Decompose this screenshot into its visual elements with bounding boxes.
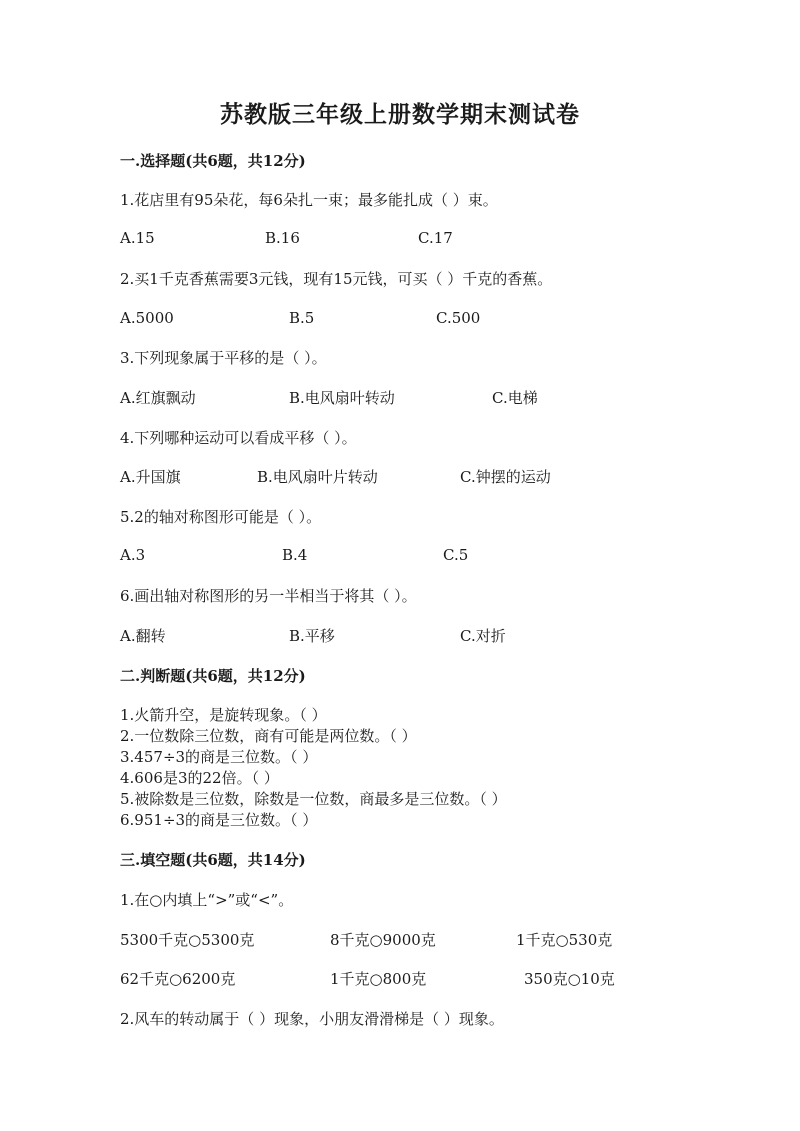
option-b: B.4 xyxy=(282,546,308,564)
compare-item: 8千克○9000克 xyxy=(330,931,436,949)
section-heading-choice: 一.选择题(共6题，共12分) xyxy=(120,152,306,170)
option-c: C.钟摆的运动 xyxy=(460,468,551,486)
compare-item: 1千克○530克 xyxy=(516,931,613,949)
option-b: B.电风扇叶转动 xyxy=(289,389,395,407)
judge-item-3: 3.457÷3的商是三位数。（ ） xyxy=(120,748,318,766)
question-4: 4.下列哪种运动可以看成平移（ ）。 xyxy=(120,429,357,447)
option-b: B.平移 xyxy=(289,627,335,645)
compare-item: 5300千克○5300克 xyxy=(120,931,255,949)
compare-item: 1千克○800克 xyxy=(330,970,427,988)
question-5: 5.2的轴对称图形可能是（ ）。 xyxy=(120,508,322,526)
option-c: C.对折 xyxy=(460,627,506,645)
fill-question-1: 1.在○内填上“>”或“<”。 xyxy=(120,891,294,909)
option-c: C.500 xyxy=(436,309,481,327)
fill-question-2: 2.风车的转动属于（ ）现象，小朋友滑滑梯是（ ）现象。 xyxy=(120,1010,504,1028)
compare-item: 62千克○6200克 xyxy=(120,970,236,988)
option-b: B.5 xyxy=(289,309,315,327)
option-a: A.升国旗 xyxy=(120,468,181,486)
compare-item: 350克○10克 xyxy=(524,970,615,988)
question-1: 1.花店里有95朵花，每6朵扎一束；最多能扎成（ ）束。 xyxy=(120,191,498,209)
judge-item-1: 1.火箭升空，是旋转现象。（ ） xyxy=(120,706,327,724)
option-c: C.电梯 xyxy=(492,389,538,407)
option-b: B.电风扇叶片转动 xyxy=(257,468,378,486)
option-a: A.红旗飘动 xyxy=(120,389,196,407)
question-6: 6.画出轴对称图形的另一半相当于将其（ ）。 xyxy=(120,587,417,605)
question-3: 3.下列现象属于平移的是（ ）。 xyxy=(120,349,327,367)
option-c: C.17 xyxy=(418,229,453,247)
question-2: 2.买1千克香蕉需要3元钱，现有15元钱，可买（ ）千克的香蕉。 xyxy=(120,270,553,288)
option-c: C.5 xyxy=(443,546,469,564)
judge-item-4: 4.606是3的22倍。（ ） xyxy=(120,769,279,787)
judge-item-5: 5.被除数是三位数，除数是一位数，商最多是三位数。（ ） xyxy=(120,790,507,808)
judge-item-6: 6.951÷3的商是三位数。（ ） xyxy=(120,811,318,829)
option-a: A.翻转 xyxy=(120,627,166,645)
option-a: A.15 xyxy=(120,229,155,247)
section-heading-judge: 二.判断题(共6题，共12分) xyxy=(120,667,306,685)
option-b: B.16 xyxy=(265,229,300,247)
option-a: A.5000 xyxy=(120,309,174,327)
section-heading-fill: 三.填空题(共6题，共14分) xyxy=(120,851,306,869)
judge-item-2: 2.一位数除三位数，商有可能是两位数。（ ） xyxy=(120,727,417,745)
option-a: A.3 xyxy=(120,546,146,564)
page-title: 苏教版三年级上册数学期末测试卷 xyxy=(220,101,580,128)
